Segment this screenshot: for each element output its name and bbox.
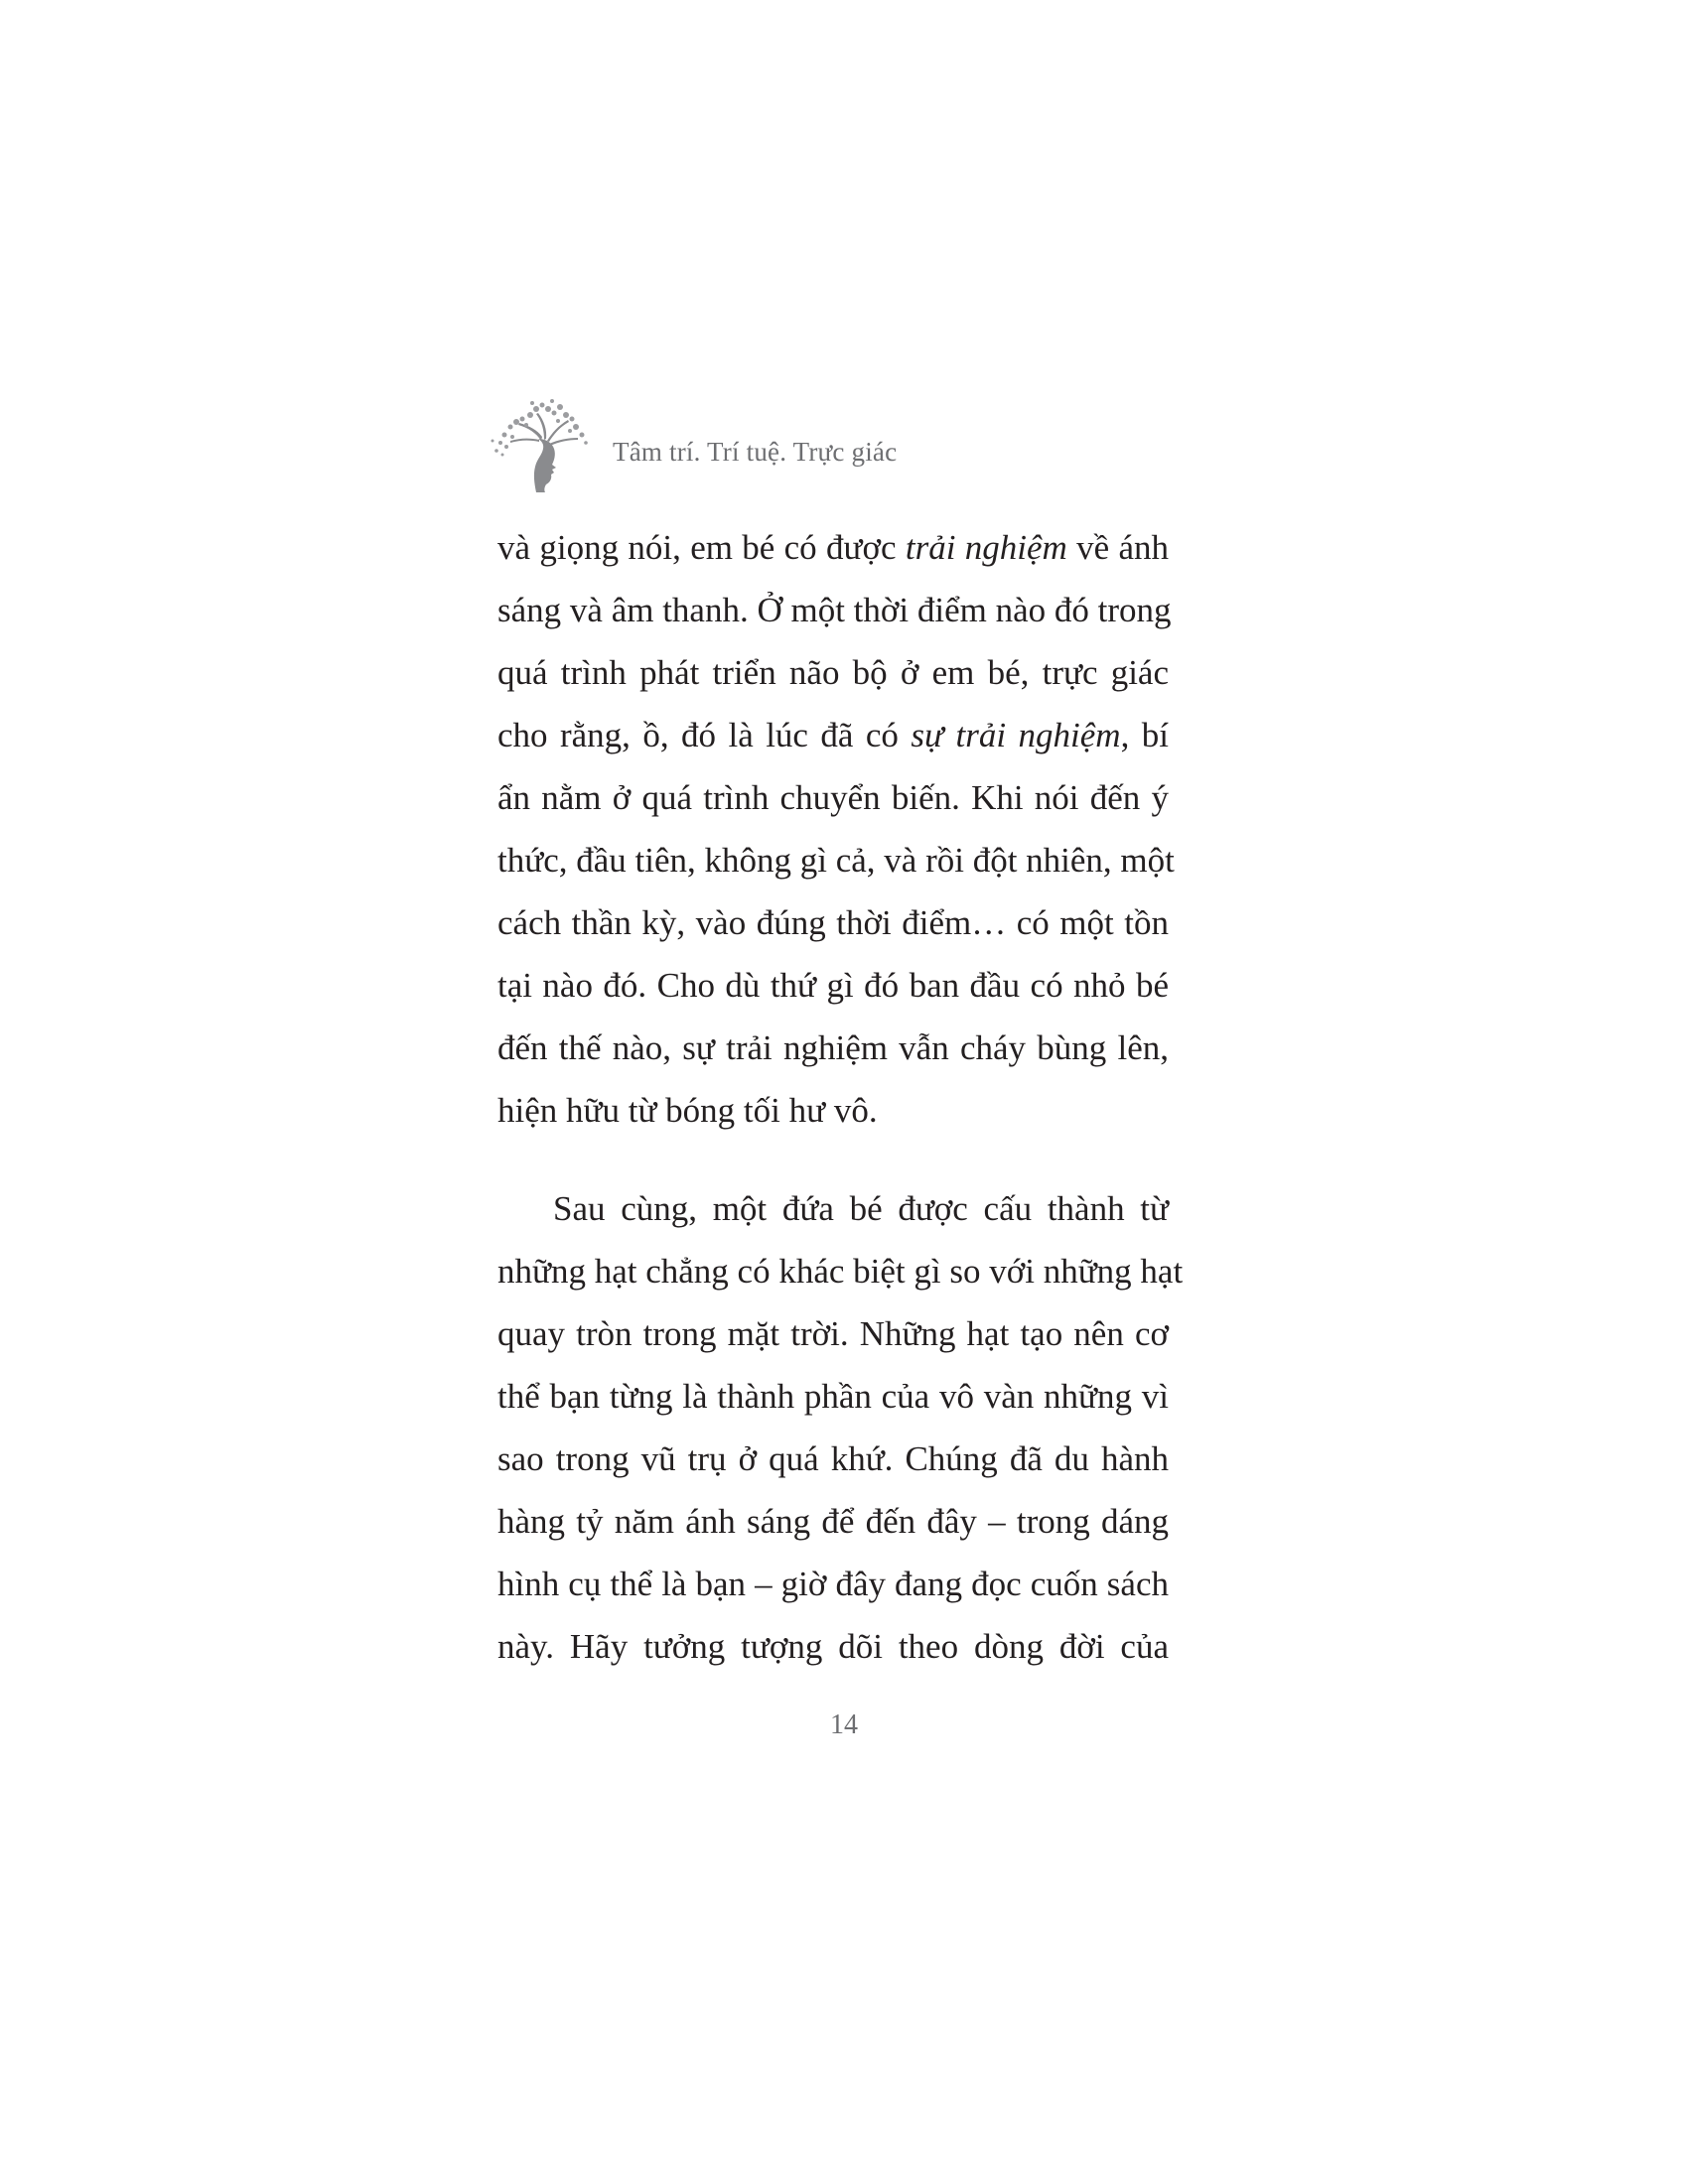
paragraph-spacer bbox=[497, 1142, 1169, 1177]
text-line: cách thần kỳ, vào đúng thời điểm… có một tồn bbox=[497, 903, 1169, 942]
running-header-title: Tâm trí. Trí tuệ. Trực giác bbox=[613, 437, 898, 467]
emphasized-text: trải nghiệm bbox=[905, 528, 1067, 567]
text-line: thể bạn từng là thành phần của vô vàn những vì bbox=[497, 1377, 1169, 1416]
body-text bbox=[497, 516, 1184, 1678]
text-line: hàng tỷ năm ánh sáng để đến đây – trong dáng bbox=[497, 1502, 1169, 1541]
emphasized-text: sự trải nghiệm bbox=[911, 716, 1121, 754]
text-line bbox=[497, 704, 1169, 766]
text-line: quay tròn trong mặt trời. Những hạt tạo nên cơ bbox=[497, 1314, 1169, 1353]
paragraph bbox=[497, 516, 1175, 1142]
text-line: quá trình phát triển não bộ ở em bé, trực giác bbox=[497, 653, 1169, 692]
text-line: này. Hãy tưởng tượng dõi theo dòng đời của bbox=[497, 1627, 1169, 1666]
text-line bbox=[497, 516, 1169, 579]
text-line: đến thế nào, sự trải nghiệm vẫn cháy bùng lên, bbox=[497, 1028, 1169, 1067]
tree-face-icon bbox=[487, 395, 596, 494]
running-header bbox=[487, 395, 1182, 504]
text-run: , bí bbox=[1120, 716, 1169, 754]
text-line: thức, đầu tiên, không gì cả, và rồi đột nhiên, một bbox=[497, 841, 1175, 880]
paragraph bbox=[497, 1177, 1184, 1678]
text-run: cho rằng, ồ, đó là lúc đã có bbox=[497, 716, 912, 754]
text-line: tại nào đó. Cho dù thứ gì đó ban đầu có nhỏ bé bbox=[497, 966, 1169, 1005]
text-run: về ánh bbox=[1066, 528, 1169, 567]
text-line: Sau cùng, một đứa bé được cấu thành từ bbox=[553, 1189, 1169, 1228]
text-line: sáng và âm thanh. Ở một thời điểm nào đó trong bbox=[497, 591, 1172, 629]
text-run: và giọng nói, em bé có được bbox=[497, 528, 906, 567]
page-number: 14 bbox=[830, 1709, 858, 1740]
text-line: những hạt chẳng có khác biệt gì so với những hạt bbox=[497, 1252, 1184, 1291]
text-line: hiện hữu từ bóng tối hư vô. bbox=[497, 1091, 878, 1130]
text-line: hình cụ thể là bạn – giờ đây đang đọc cuốn sách bbox=[497, 1565, 1169, 1603]
text-line: ẩn nằm ở quá trình chuyển biến. Khi nói đến ý bbox=[497, 778, 1169, 817]
text-line: sao trong vũ trụ ở quá khứ. Chúng đã du hành bbox=[497, 1439, 1169, 1478]
